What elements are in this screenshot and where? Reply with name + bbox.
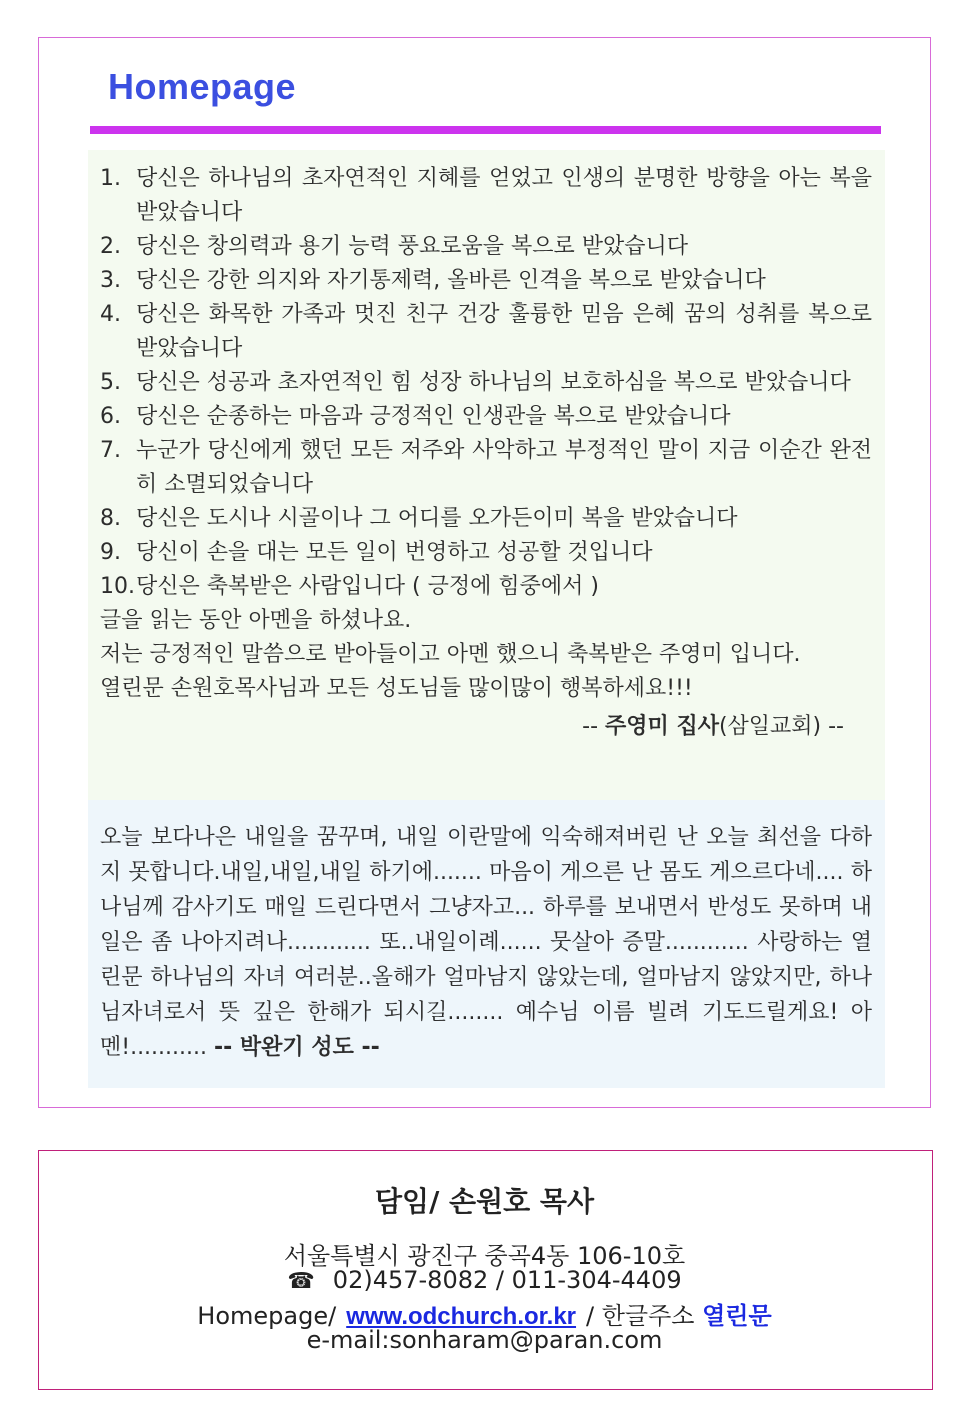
- testimony-text: [100, 820, 872, 1065]
- closing-line: 글을 읽는 동안 아멘을 하셨나요.: [100, 608, 412, 633]
- item-number: 5.: [100, 370, 121, 395]
- page-title: Homepage: [108, 66, 297, 107]
- list-item: [100, 162, 872, 230]
- item-text: 당신이 손을 대는 모든 일이 번영하고 성공할 것입니다: [136, 540, 653, 565]
- item-text: 당신은 도시나 시골이나 그 어디를 오가든이미 복을 받았습니다: [136, 506, 738, 531]
- item-number: 9.: [100, 540, 121, 565]
- item-number: 4.: [100, 302, 121, 327]
- testimony-body: 오늘 보다나은 내일을 꿈꾸며, 내일 이란말에 익숙해져버린 난 오늘 최선을 다하지 못합니다.내일,내일,내일 하기에....... 마음이 게으른 난 몸도 게으르다네.... 하나님께 감사기도 매일 드린다면서 그냥자고... 하루를 보내면서 반성도 못하며 내일은 좀 나아지려나............ 또..내일이례...... 뭇살아 증말............ 사랑하는 열린문 하나님의 자녀 여러분..올해가 얼마남지 않았는데, 얼마남지 않았지만, 하나님자녀로서 뜻 깊은 한해가 되시길........ 예수님 이름 빌려 기도드릴게요! 아멘!...........: [100, 825, 872, 1060]
- item-number: 10.: [100, 574, 135, 599]
- item-text: 누군가 당신에게 했던 모든 저주와 사악하고 부정적인 말이 지금 이순간 완전히 소멸되었습니다: [136, 438, 872, 497]
- korean-address-label: / 한글주소: [586, 1302, 695, 1330]
- item-text: 당신은 하나님의 초자연적인 지혜를 얻었고 인생의 분명한 방향을 아는 복을 받았습니다: [136, 166, 872, 225]
- item-number: 1.: [100, 166, 121, 191]
- signature-prefix: --: [582, 714, 606, 739]
- item-number: 2.: [100, 234, 121, 259]
- list-item: [100, 502, 872, 536]
- item-text: 당신은 성공과 초자연적인 힘 성장 하나님의 보호하심을 복으로 받았습니다: [136, 370, 851, 395]
- blessings-list: [100, 162, 872, 744]
- korean-address-keyword[interactable]: 열린문: [702, 1302, 772, 1330]
- pastor-name: 담임/ 손원호 목사: [374, 1185, 595, 1218]
- closing-line: 저는 긍정적인 말씀으로 받아들이고 아멘 했으니 축복받은 주영미 입니다.: [100, 642, 801, 667]
- list-item: [100, 434, 872, 502]
- signature-name: 주영미 집사: [605, 714, 719, 739]
- item-text: 당신은 순종하는 마음과 긍정적인 인생관을 복으로 받았습니다: [136, 404, 731, 429]
- item-number: 6.: [100, 404, 121, 429]
- list-item: [100, 366, 872, 400]
- list-item: [100, 400, 872, 434]
- signature-suffix: (삼일교회) --: [718, 714, 844, 739]
- signature-1: [100, 710, 872, 744]
- list-item: [100, 298, 872, 366]
- list-item: [100, 230, 872, 264]
- church-address: 서울특별시 광진구 중곡4동 106-10호: [283, 1242, 686, 1270]
- homepage-label: Homepage/: [197, 1302, 337, 1330]
- phone-line: [0, 1266, 969, 1294]
- email-address[interactable]: e-mail:sonharam@paran.com: [306, 1326, 663, 1354]
- item-text: 당신은 창의력과 용기 능력 풍요로움을 복으로 받았습니다: [136, 234, 689, 259]
- phone-icon: ☎: [287, 1269, 315, 1294]
- item-text: 당신은 화목한 가족과 멋진 친구 건강 훌륭한 믿음 은혜 꿈의 성취를 복으로 받았습니다: [136, 302, 872, 361]
- item-number: 7.: [100, 438, 121, 463]
- signature-2: -- 박완기 성도 --: [214, 1035, 380, 1060]
- list-item: [100, 570, 872, 604]
- list-item: [100, 264, 872, 298]
- item-text: 당신은 강한 의지와 자기통제력, 올바른 인격을 복으로 받았습니다: [136, 268, 766, 293]
- item-number: 8.: [100, 506, 121, 531]
- homepage-link[interactable]: www.odchurch.or.kr: [346, 1303, 577, 1330]
- phone-numbers: 02)457-8082 / 011-304-4409: [332, 1266, 682, 1294]
- item-number: 3.: [100, 268, 121, 293]
- list-item: [100, 536, 872, 570]
- closing-line: 열린문 손원호목사님과 모든 성도님들 많이많이 행복하세요!!!: [100, 676, 693, 701]
- item-text: 당신은 축복받은 사람입니다 ( 긍정에 힘중에서 ): [136, 574, 599, 599]
- title-divider: [90, 126, 881, 134]
